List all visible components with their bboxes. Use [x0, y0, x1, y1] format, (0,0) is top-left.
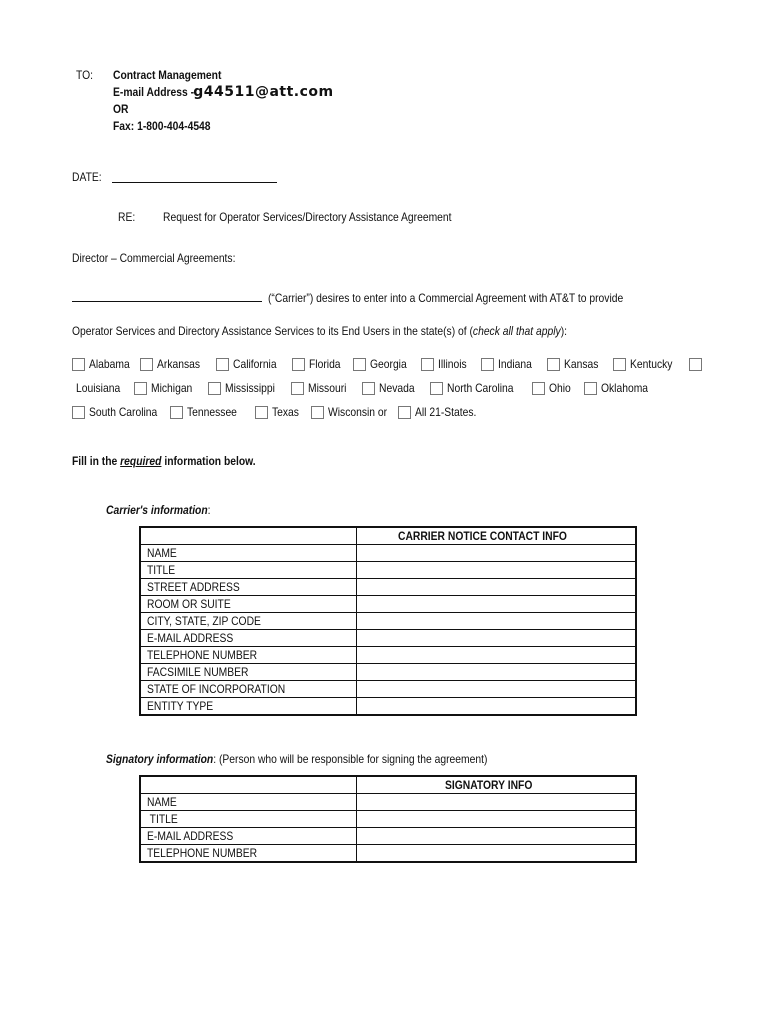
paragraph-text-1: (“Carrier”) desires to enter into a Commercial Agreement with AT&T to provide [268, 291, 624, 305]
checkbox[interactable] [584, 382, 597, 395]
table-row [140, 647, 636, 664]
signatory-title-input[interactable] [357, 811, 637, 828]
row-label: NAME [140, 545, 357, 562]
table-row [140, 664, 636, 681]
row-label: TITLE [140, 562, 357, 579]
state-nevada[interactable]: Nevada [362, 379, 420, 397]
table-header-row [140, 527, 636, 545]
carrier-info-label: Carrier's information: [106, 503, 211, 517]
checkbox[interactable] [689, 358, 702, 371]
state-north-carolina[interactable]: North Carolina [430, 379, 524, 397]
signatory-name-input[interactable] [357, 794, 637, 811]
checkbox[interactable] [292, 358, 305, 371]
state-texas[interactable]: Texas [255, 403, 303, 421]
state-missouri[interactable]: Missouri [291, 379, 353, 397]
state-ohio[interactable]: Ohio [532, 379, 574, 397]
checkbox[interactable] [362, 382, 375, 395]
state-kentucky[interactable]: Kentucky [613, 355, 679, 373]
required-word: required [120, 454, 162, 468]
table-row [140, 681, 636, 698]
checkbox[interactable] [430, 382, 443, 395]
signatory-email-input[interactable] [357, 828, 637, 845]
state-illinois[interactable]: Illinois [421, 355, 471, 373]
check-all-note: check all that apply [472, 324, 561, 338]
row-label: E-MAIL ADDRESS [140, 630, 357, 647]
checkbox[interactable] [291, 382, 304, 395]
street-address-input[interactable] [357, 579, 637, 596]
city-state-zip-input[interactable] [357, 613, 637, 630]
table-row [140, 828, 636, 845]
table-row [140, 794, 636, 811]
paragraph-text-2: Operator Services and Directory Assistance Services to its End Users in the state(s) of ( [72, 324, 473, 338]
carrier-info-table [139, 526, 637, 716]
state-georgia[interactable]: Georgia [353, 355, 413, 373]
carrier-name-field[interactable] [72, 291, 262, 302]
email-prefix: E-mail Address - [113, 85, 195, 99]
table-row [140, 579, 636, 596]
state-oklahoma[interactable]: Oklahoma [584, 379, 656, 397]
checkbox[interactable] [481, 358, 494, 371]
email-address[interactable]: g44511@att.com [193, 84, 334, 100]
row-label: FACSIMILE NUMBER [140, 664, 357, 681]
table-row [140, 630, 636, 647]
row-label: CITY, STATE, ZIP CODE [140, 613, 357, 630]
table-row [140, 613, 636, 630]
checkbox[interactable] [255, 406, 268, 419]
signatory-info-table [139, 775, 637, 863]
checkbox[interactable] [398, 406, 411, 419]
checkbox[interactable] [311, 406, 324, 419]
title-input[interactable] [357, 562, 637, 579]
re-line [118, 210, 452, 224]
paragraph-line-1 [72, 291, 624, 305]
checkbox[interactable] [353, 358, 366, 371]
state-kansas[interactable]: Kansas [547, 355, 604, 373]
row-label: E-MAIL ADDRESS [140, 828, 357, 845]
state-california[interactable]: California [216, 355, 284, 373]
state-tennessee[interactable]: Tennessee [170, 403, 245, 421]
table-header-row [140, 776, 636, 794]
table-row [140, 698, 636, 716]
state-alabama[interactable]: Alabama [72, 355, 136, 373]
checkbox[interactable] [170, 406, 183, 419]
table-row [140, 596, 636, 613]
checkbox[interactable] [613, 358, 626, 371]
table-row [140, 545, 636, 562]
date-line [72, 170, 106, 184]
table-row [140, 562, 636, 579]
row-label: ENTITY TYPE [140, 698, 357, 716]
state-mississippi[interactable]: Mississippi [208, 379, 283, 397]
checkbox[interactable] [216, 358, 229, 371]
state-wisconsin[interactable]: Wisconsin or [311, 403, 397, 421]
checkbox[interactable] [532, 382, 545, 395]
state-arkansas[interactable]: Arkansas [140, 355, 207, 373]
row-label: STATE OF INCORPORATION [140, 681, 357, 698]
state-south-carolina[interactable]: South Carolina [72, 403, 168, 421]
to-label: TO: [76, 68, 94, 82]
table-row [140, 845, 636, 863]
checkbox[interactable] [72, 358, 85, 371]
state-florida[interactable]: Florida [292, 355, 346, 373]
state-incorporation-input[interactable] [357, 681, 637, 698]
re-label: RE: [118, 210, 136, 224]
state-all-21[interactable]: All 21-States. [398, 403, 486, 421]
date-label: DATE: [72, 170, 102, 184]
entity-type-input[interactable] [357, 698, 637, 716]
state-louisiana-checkbox[interactable] [689, 355, 706, 373]
signatory-telephone-input[interactable] [357, 845, 637, 863]
signatory-table-header: SIGNATORY INFO [357, 776, 637, 794]
facsimile-input[interactable] [357, 664, 637, 681]
state-louisiana: Louisiana [76, 381, 121, 395]
checkbox[interactable] [547, 358, 560, 371]
row-label: TITLE [140, 811, 357, 828]
or-text: OR [113, 102, 129, 116]
room-suite-input[interactable] [357, 596, 637, 613]
checkbox[interactable] [421, 358, 434, 371]
checkbox[interactable] [140, 358, 153, 371]
date-field[interactable] [112, 172, 277, 183]
salutation: Director – Commercial Agreements: [72, 251, 236, 265]
carrier-table-header: CARRIER NOTICE CONTACT INFO [357, 527, 637, 545]
telephone-input[interactable] [357, 647, 637, 664]
state-michigan[interactable]: Michigan [134, 379, 199, 397]
checkbox[interactable] [208, 382, 221, 395]
row-label: TELEPHONE NUMBER [140, 845, 357, 863]
row-label: NAME [140, 794, 357, 811]
re-subject: Request for Operator Services/Directory Assistance Agreement [163, 210, 452, 224]
row-label: TELEPHONE NUMBER [140, 647, 357, 664]
row-label: STREET ADDRESS [140, 579, 357, 596]
instruction: Fill in the required information below. [72, 454, 256, 468]
name-input[interactable] [357, 545, 637, 562]
state-indiana[interactable]: Indiana [481, 355, 537, 373]
table-row [140, 811, 636, 828]
checkbox[interactable] [134, 382, 147, 395]
email-input[interactable] [357, 630, 637, 647]
paragraph-line-2: Operator Services and Directory Assistance Services to its End Users in the state(s) of (check all that apply): [72, 324, 568, 338]
to-recipient: Contract Management [113, 68, 222, 82]
checkbox[interactable] [72, 406, 85, 419]
row-label: ROOM OR SUITE [140, 596, 357, 613]
signatory-info-label: Signatory information: (Person who will be responsible for signing the agreement) [106, 752, 488, 766]
fax-number: Fax: 1-800-404-4548 [113, 119, 211, 133]
